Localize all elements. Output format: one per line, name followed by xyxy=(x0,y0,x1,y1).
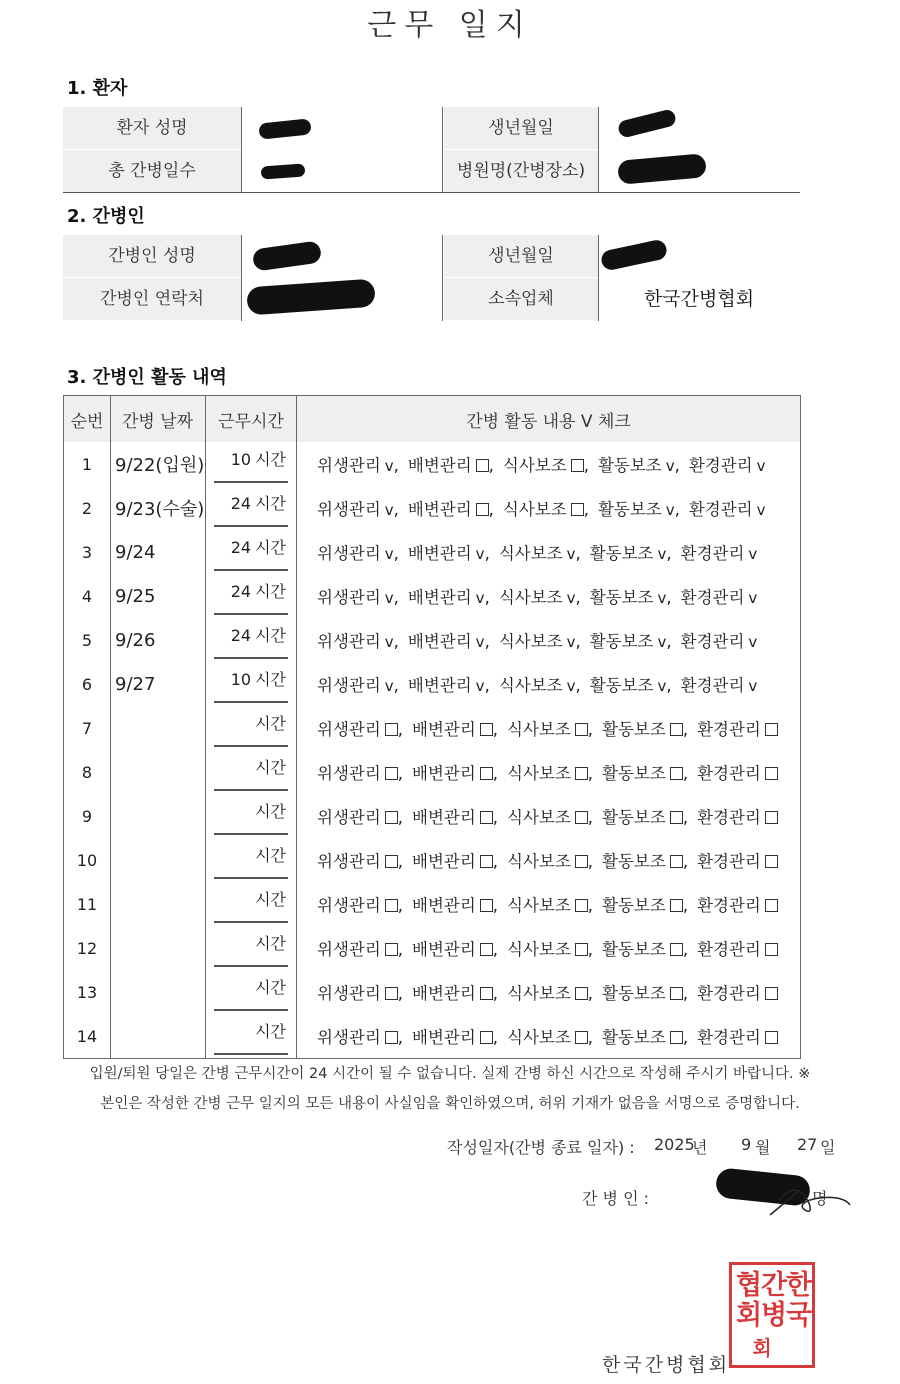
company-value: 한국간병협회 xyxy=(643,288,755,310)
date-year: 2025 xyxy=(654,1135,695,1154)
checkbox-empty-icon[interactable] xyxy=(670,943,683,956)
activity-row xyxy=(64,926,801,970)
activity-label: 위생관리 xyxy=(317,808,381,827)
activity-label: 식사보조 xyxy=(507,852,571,871)
checkbox-empty-icon[interactable] xyxy=(385,811,398,824)
activity-label: 활동보조 xyxy=(602,852,666,871)
activity-label: 환경관리 xyxy=(688,456,753,475)
header-no: 순번 xyxy=(64,396,111,443)
activity-label: 식사보조 xyxy=(507,984,571,1003)
activity-label: 위생관리 xyxy=(317,1028,381,1047)
row-hours-value: 24 xyxy=(230,626,252,645)
row-hours xyxy=(214,489,288,527)
checkbox-empty-icon[interactable] xyxy=(575,767,588,780)
row-no: 2 xyxy=(64,486,111,530)
row-hours xyxy=(214,929,288,967)
row-hours xyxy=(214,665,288,703)
row-activities: 위생관리 , 배변관리 , 식사보조 , 활동보조 , 환경관리 xyxy=(297,882,801,926)
checkbox-empty-icon[interactable] xyxy=(765,987,778,1000)
row-no: 1 xyxy=(64,442,111,486)
row-no: 3 xyxy=(64,530,111,574)
row-no: 7 xyxy=(64,706,111,750)
checkbox-empty-icon[interactable] xyxy=(765,811,778,824)
checkbox-empty-icon[interactable] xyxy=(670,811,683,824)
activity-label: 식사보조 xyxy=(507,1028,571,1047)
check-mark: v xyxy=(384,457,394,475)
row-no: 5 xyxy=(64,618,111,662)
activity-label: 환경관리 xyxy=(697,808,761,827)
section-activity-heading: 3. 간병인 활동 내역 xyxy=(67,367,227,388)
activity-label: 활동보조 xyxy=(602,984,666,1003)
org-name: 한국간병협회 xyxy=(602,1354,731,1376)
date-label: 작성일자(간병 종료 일자) : xyxy=(447,1138,635,1157)
row-hours-value: 24 xyxy=(230,494,252,513)
row-hours-unit: 시간 xyxy=(255,450,286,469)
row-activities: 위생관리 , 배변관리 , 식사보조 , 활동보조 , 환경관리 xyxy=(297,706,801,750)
header-activities: 간병 활동 내용 V 체크 xyxy=(297,396,801,443)
row-hours xyxy=(214,973,288,1011)
section-patient-heading: 1. 환자 xyxy=(67,78,128,99)
activity-label: 환경관리 xyxy=(697,896,761,915)
checkbox-empty-icon[interactable] xyxy=(765,855,778,868)
activity-label: 환경관리 xyxy=(697,940,761,959)
row-hours-unit: 시간 xyxy=(255,670,286,689)
activity-label: 식사보조 xyxy=(498,588,563,607)
checkbox-empty-icon[interactable] xyxy=(385,767,398,780)
activity-label: 식사보조 xyxy=(507,940,571,959)
activity-label: 식사보조 xyxy=(502,500,567,519)
activity-label: 배변관리 xyxy=(412,940,476,959)
caregiver-contact-label: 간병인 연락처 xyxy=(63,278,241,320)
row-hours-unit: 시간 xyxy=(255,1022,286,1041)
checkbox-empty-icon[interactable] xyxy=(575,1031,588,1044)
row-date: 9/26 xyxy=(111,618,206,662)
checkbox-empty-icon[interactable] xyxy=(575,723,588,736)
caregiver-sign-label: 간 병 인 : xyxy=(582,1189,650,1208)
checkbox-empty-icon[interactable] xyxy=(765,943,778,956)
checkbox-empty-icon[interactable] xyxy=(480,899,493,912)
row-no: 13 xyxy=(64,970,111,1014)
activity-label: 환경관리 xyxy=(697,764,761,783)
activity-label: 위생관리 xyxy=(317,676,381,695)
check-mark: v xyxy=(475,677,485,695)
check-mark: v xyxy=(657,677,667,695)
row-hours xyxy=(214,533,288,571)
redaction-patient-name xyxy=(258,118,311,139)
activity-table xyxy=(63,395,801,1059)
check-mark: v xyxy=(566,677,576,695)
activity-label: 배변관리 xyxy=(412,852,476,871)
caregiver-birth-label: 생년월일 xyxy=(444,235,598,277)
activity-row xyxy=(64,662,801,706)
activity-label: 위생관리 xyxy=(317,896,381,915)
activity-label: 활동보조 xyxy=(589,676,654,695)
checkbox-empty-icon[interactable] xyxy=(480,811,493,824)
activity-label: 식사보조 xyxy=(498,544,563,563)
checkbox-empty-icon[interactable] xyxy=(765,899,778,912)
row-hours-unit: 시간 xyxy=(255,494,286,513)
row-hours-unit: 시간 xyxy=(255,846,286,865)
check-mark: v xyxy=(475,633,485,651)
patient-birth-label: 생년월일 xyxy=(444,107,598,149)
check-mark: v xyxy=(384,501,394,519)
activity-label: 배변관리 xyxy=(407,500,472,519)
activity-label: 환경관리 xyxy=(688,500,753,519)
activity-label: 배변관리 xyxy=(412,764,476,783)
check-mark: v xyxy=(748,633,758,651)
activity-label: 식사보조 xyxy=(502,456,567,475)
row-date xyxy=(111,750,206,794)
activity-row xyxy=(64,794,801,838)
row-date xyxy=(111,706,206,750)
activity-label: 활동보조 xyxy=(602,808,666,827)
row-hours xyxy=(214,577,288,615)
activity-label: 배변관리 xyxy=(407,676,472,695)
notice-line-1: 입원/퇴원 당일은 간병 근무시간이 24 시간이 될 수 없습니다. 실제 간병 하신 시간으로 작성해 주시기 바랍니다. ※ xyxy=(89,1066,811,1082)
row-hours xyxy=(214,1017,288,1055)
activity-label: 배변관리 xyxy=(407,544,472,563)
row-date: 9/22(입원) xyxy=(111,442,206,486)
row-activities: 위생관리 v, 배변관리 v, 식사보조 v, 활동보조 v, 환경관리 v xyxy=(317,588,758,607)
check-mark: v xyxy=(657,633,667,651)
row-hours xyxy=(214,841,288,879)
check-mark: v xyxy=(384,545,394,563)
activity-label: 환경관리 xyxy=(680,544,745,563)
activity-label: 배변관리 xyxy=(407,632,472,651)
check-mark: v xyxy=(756,501,766,519)
row-activities: 위생관리 , 배변관리 , 식사보조 , 활동보조 , 환경관리 xyxy=(297,838,801,882)
activity-label: 배변관리 xyxy=(407,456,472,475)
check-mark: v xyxy=(566,633,576,651)
row-date: 9/24 xyxy=(111,530,206,574)
row-activities: 위생관리 v, 배변관리 , 식사보조 , 활동보조 v, 환경관리 v xyxy=(317,500,766,519)
row-hours-value: 10 xyxy=(230,450,252,469)
activity-label: 위생관리 xyxy=(317,544,381,563)
activity-label: 위생관리 xyxy=(317,764,381,783)
header-hours: 근무시간 xyxy=(206,396,297,443)
checkbox-empty-icon[interactable] xyxy=(765,1031,778,1044)
row-no: 6 xyxy=(64,662,111,706)
row-date xyxy=(111,1014,206,1059)
checkbox-empty-icon[interactable] xyxy=(575,943,588,956)
redaction-caregiver-name xyxy=(252,240,322,271)
row-activities: 위생관리 v, 배변관리 v, 식사보조 v, 활동보조 v, 환경관리 v xyxy=(317,676,758,695)
activity-label: 환경관리 xyxy=(680,588,745,607)
activity-label: 환경관리 xyxy=(697,852,761,871)
row-no: 12 xyxy=(64,926,111,970)
row-hours-unit: 시간 xyxy=(255,538,286,557)
checkbox-empty-icon[interactable] xyxy=(670,723,683,736)
row-activities: 위생관리 , 배변관리 , 식사보조 , 활동보조 , 환경관리 xyxy=(297,926,801,970)
activity-row xyxy=(64,574,801,618)
patient-name-label: 환자 성명 xyxy=(63,107,241,149)
row-hours-value: 10 xyxy=(230,670,252,689)
activity-row xyxy=(64,1014,801,1059)
row-hours-unit: 시간 xyxy=(255,890,286,909)
activity-label: 활동보조 xyxy=(589,632,654,651)
activity-row xyxy=(64,530,801,574)
sign-suffix: 명 xyxy=(812,1189,828,1208)
activity-label: 활동보조 xyxy=(602,720,666,739)
check-mark: v xyxy=(665,501,675,519)
row-activities: 위생관리 , 배변관리 , 식사보조 , 활동보조 , 환경관리 xyxy=(297,1014,801,1059)
hospital-label: 병원명(간병장소) xyxy=(444,150,598,192)
row-activities: 위생관리 , 배변관리 , 식사보조 , 활동보조 , 환경관리 xyxy=(297,794,801,838)
checkbox-empty-icon[interactable] xyxy=(575,811,588,824)
row-no: 4 xyxy=(64,574,111,618)
activity-label: 배변관리 xyxy=(412,984,476,1003)
check-mark: v xyxy=(475,589,485,607)
activity-label: 위생관리 xyxy=(317,500,381,519)
activity-row xyxy=(64,970,801,1014)
checkbox-empty-icon[interactable] xyxy=(476,459,489,472)
check-mark: v xyxy=(384,677,394,695)
activity-label: 활동보조 xyxy=(589,544,654,563)
row-hours-unit: 시간 xyxy=(255,934,286,953)
row-no: 14 xyxy=(64,1014,111,1059)
check-mark: v xyxy=(657,545,667,563)
date-year-unit: 년 xyxy=(692,1138,708,1157)
row-hours xyxy=(214,885,288,923)
row-no: 11 xyxy=(64,882,111,926)
activity-label: 배변관리 xyxy=(412,896,476,915)
activity-label: 식사보조 xyxy=(507,764,571,783)
activity-label: 식사보조 xyxy=(498,676,563,695)
row-no: 9 xyxy=(64,794,111,838)
activity-label: 활동보조 xyxy=(602,1028,666,1047)
checkbox-empty-icon[interactable] xyxy=(670,767,683,780)
row-hours-unit: 시간 xyxy=(255,626,286,645)
activity-label: 환경관리 xyxy=(697,1028,761,1047)
row-activities: 위생관리 , 배변관리 , 식사보조 , 활동보조 , 환경관리 xyxy=(297,970,801,1014)
checkbox-empty-icon[interactable] xyxy=(385,943,398,956)
check-mark: v xyxy=(384,633,394,651)
check-mark: v xyxy=(748,677,758,695)
date-month: 9 xyxy=(741,1135,752,1154)
check-mark: v xyxy=(756,457,766,475)
row-no: 10 xyxy=(64,838,111,882)
row-hours-unit: 시간 xyxy=(255,802,286,821)
redaction-patient-birth xyxy=(617,108,677,139)
checkbox-empty-icon[interactable] xyxy=(480,855,493,868)
row-hours-unit: 시간 xyxy=(255,758,286,777)
redaction-total-days xyxy=(261,163,306,179)
row-date xyxy=(111,838,206,882)
row-date xyxy=(111,926,206,970)
activity-label: 배변관리 xyxy=(412,808,476,827)
activity-label: 환경관리 xyxy=(697,720,761,739)
activity-label: 배변관리 xyxy=(412,1028,476,1047)
date-day: 27 xyxy=(797,1135,818,1154)
checkbox-empty-icon[interactable] xyxy=(765,767,778,780)
row-date xyxy=(111,882,206,926)
row-hours-value: 24 xyxy=(230,582,252,601)
checkbox-empty-icon[interactable] xyxy=(480,943,493,956)
checkbox-empty-icon[interactable] xyxy=(571,503,584,516)
check-mark: v xyxy=(657,589,667,607)
activity-label: 활동보조 xyxy=(602,896,666,915)
activity-label: 위생관리 xyxy=(317,852,381,871)
check-mark: v xyxy=(748,545,758,563)
date-month-unit: 월 xyxy=(755,1138,771,1157)
activity-label: 위생관리 xyxy=(317,456,381,475)
org-seal: 한 국 간 병 협 회 회 xyxy=(729,1262,815,1368)
checkbox-empty-icon[interactable] xyxy=(480,987,493,1000)
checkbox-empty-icon[interactable] xyxy=(385,855,398,868)
activity-label: 환경관리 xyxy=(697,984,761,1003)
row-hours xyxy=(214,797,288,835)
checkbox-empty-icon[interactable] xyxy=(571,459,584,472)
signature-scribble xyxy=(760,1160,860,1230)
row-hours xyxy=(214,753,288,791)
row-activities: 위생관리 v, 배변관리 , 식사보조 , 활동보조 v, 환경관리 v xyxy=(317,456,766,475)
activity-label: 식사보조 xyxy=(507,896,571,915)
activity-row xyxy=(64,882,801,926)
checkbox-empty-icon[interactable] xyxy=(385,899,398,912)
check-mark: v xyxy=(384,589,394,607)
activity-label: 배변관리 xyxy=(407,588,472,607)
activity-label: 활동보조 xyxy=(589,588,654,607)
row-activities: 위생관리 , 배변관리 , 식사보조 , 활동보조 , 환경관리 xyxy=(297,750,801,794)
checkbox-empty-icon[interactable] xyxy=(480,723,493,736)
row-hours-unit: 시간 xyxy=(255,714,286,733)
redaction-hospital xyxy=(617,153,707,185)
redaction-caregiver-birth xyxy=(600,238,669,271)
row-activities: 위생관리 v, 배변관리 v, 식사보조 v, 활동보조 v, 환경관리 v xyxy=(317,544,758,563)
activity-label: 위생관리 xyxy=(317,940,381,959)
activity-row xyxy=(64,838,801,882)
activity-label: 위생관리 xyxy=(317,632,381,651)
activity-label: 활동보조 xyxy=(597,456,662,475)
document-title: 근무 일지 xyxy=(367,8,533,43)
activity-label: 식사보조 xyxy=(507,720,571,739)
checkbox-empty-icon[interactable] xyxy=(670,987,683,1000)
checkbox-empty-icon[interactable] xyxy=(670,1031,683,1044)
redaction-caregiver-contact xyxy=(246,279,376,316)
activity-label: 활동보조 xyxy=(602,764,666,783)
row-activities: 위생관리 v, 배변관리 v, 식사보조 v, 활동보조 v, 환경관리 v xyxy=(317,632,758,651)
checkbox-empty-icon[interactable] xyxy=(670,899,683,912)
check-mark: v xyxy=(566,545,576,563)
row-date: 9/25 xyxy=(111,574,206,618)
row-date xyxy=(111,794,206,838)
row-date xyxy=(111,970,206,1014)
checkbox-empty-icon[interactable] xyxy=(385,987,398,1000)
activity-label: 위생관리 xyxy=(317,984,381,1003)
checkbox-empty-icon[interactable] xyxy=(385,1031,398,1044)
activity-label: 활동보조 xyxy=(597,500,662,519)
notice-line-2: 본인은 작성한 간병 근무 일지의 모든 내용이 사실임을 확인하였으며, 허위 기재가 없음을 서명으로 증명합니다. xyxy=(100,1096,800,1112)
date-day-unit: 일 xyxy=(820,1138,836,1157)
activity-row xyxy=(64,486,801,530)
checkbox-empty-icon[interactable] xyxy=(575,855,588,868)
row-hours-unit: 시간 xyxy=(255,582,286,601)
checkbox-empty-icon[interactable] xyxy=(575,899,588,912)
activity-label: 식사보조 xyxy=(498,632,563,651)
activity-row xyxy=(64,618,801,662)
activity-label: 환경관리 xyxy=(680,632,745,651)
check-mark: v xyxy=(475,545,485,563)
activity-label: 환경관리 xyxy=(680,676,745,695)
row-date: 9/27 xyxy=(111,662,206,706)
header-date: 간병 날짜 xyxy=(111,396,206,443)
check-mark: v xyxy=(748,589,758,607)
activity-label: 위생관리 xyxy=(317,588,381,607)
checkbox-empty-icon[interactable] xyxy=(480,767,493,780)
row-hours xyxy=(214,709,288,747)
checkbox-empty-icon[interactable] xyxy=(670,855,683,868)
checkbox-empty-icon[interactable] xyxy=(476,503,489,516)
section-caregiver-heading: 2. 간병인 xyxy=(67,206,145,227)
check-mark: v xyxy=(566,589,576,607)
total-days-label: 총 간병일수 xyxy=(63,150,241,192)
row-date: 9/23(수술) xyxy=(111,486,206,530)
activity-label: 위생관리 xyxy=(317,720,381,739)
activity-row xyxy=(64,442,801,486)
row-hours-value: 24 xyxy=(230,538,252,557)
activity-row xyxy=(64,750,801,794)
row-hours xyxy=(214,621,288,659)
check-mark: v xyxy=(665,457,675,475)
activity-label: 활동보조 xyxy=(602,940,666,959)
row-hours-unit: 시간 xyxy=(255,978,286,997)
checkbox-empty-icon[interactable] xyxy=(480,1031,493,1044)
row-hours xyxy=(214,445,288,483)
checkbox-empty-icon[interactable] xyxy=(385,723,398,736)
company-label: 소속업체 xyxy=(444,278,598,320)
activity-label: 식사보조 xyxy=(507,808,571,827)
activity-row xyxy=(64,706,801,750)
row-no: 8 xyxy=(64,750,111,794)
activity-label: 배변관리 xyxy=(412,720,476,739)
caregiver-name-label: 간병인 성명 xyxy=(63,235,241,277)
checkbox-empty-icon[interactable] xyxy=(575,987,588,1000)
checkbox-empty-icon[interactable] xyxy=(765,723,778,736)
